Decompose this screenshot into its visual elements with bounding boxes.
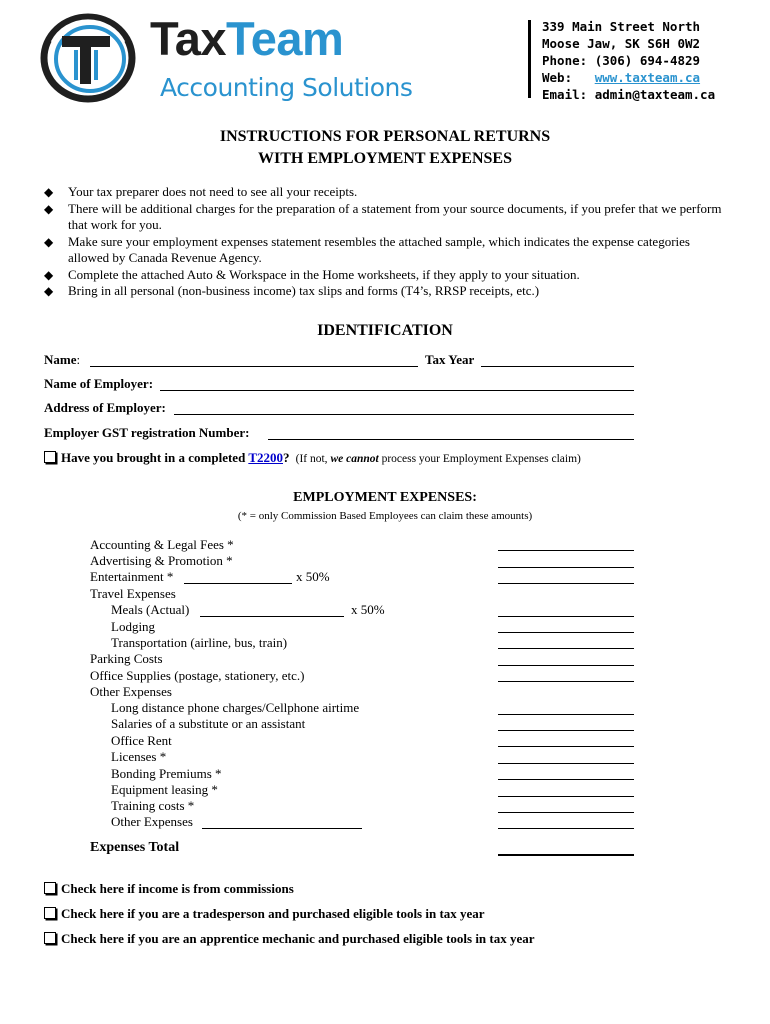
brand-tagline: Accounting Solutions <box>160 73 413 102</box>
diamond-bullet-icon: ◆ <box>44 201 54 216</box>
diamond-bullet-icon: ◆ <box>44 234 54 249</box>
expense-amount-meals[interactable] <box>498 616 634 617</box>
expense-label-lodging: Lodging <box>111 619 156 634</box>
expense-amount-advertising[interactable] <box>498 567 634 568</box>
expense-label-licenses: Licenses * <box>111 749 167 764</box>
expense-amount-training[interactable] <box>498 812 634 813</box>
commission-checkbox-row: Check here if income is from commissions <box>44 880 294 898</box>
taxteam-logo <box>38 12 138 104</box>
expense-amount-bonding[interactable] <box>498 779 634 780</box>
expenses-total-label: Expenses Total <box>90 840 180 855</box>
entertainment-input[interactable] <box>184 583 292 584</box>
web-link[interactable]: www.taxteam.ca <box>594 70 701 85</box>
employer-address-field[interactable] <box>174 414 634 415</box>
expense-label-other-expenses: Other Expenses <box>111 814 193 829</box>
tax-year-field[interactable] <box>481 366 634 367</box>
expenses-total-field[interactable] <box>498 854 634 856</box>
instruction-item: ◆ Your tax preparer does not need to see all your receipts. <box>44 184 358 199</box>
expense-label-travel: Travel Expenses <box>90 586 176 601</box>
commission-checkbox[interactable] <box>44 882 56 894</box>
email-link[interactable]: admin@taxteam.ca <box>594 87 716 102</box>
gst-number-label: Employer GST registration Number: <box>44 425 250 440</box>
phone-row: Phone: (306) 694-4829 <box>542 53 701 68</box>
expense-amount-accounting[interactable] <box>498 550 634 551</box>
expense-label-advertising: Advertising & Promotion * <box>90 553 233 568</box>
instruction-item: ◆ There will be additional charges for the preparation of a statement from your source documents, if you prefer that we perform that work for you. <box>44 200 722 232</box>
expense-label-phone: Long distance phone charges/Cellphone airtime <box>111 700 360 715</box>
expense-label-meals: Meals (Actual) <box>111 602 190 617</box>
expense-label-office-supplies: Office Supplies (postage, stationery, etc.) <box>90 668 305 683</box>
header-divider <box>528 20 531 98</box>
tradesperson-checkbox[interactable] <box>44 907 56 919</box>
expense-amount-licenses[interactable] <box>498 763 634 764</box>
name-field[interactable] <box>90 366 418 367</box>
expense-amount-parking[interactable] <box>498 665 634 666</box>
commission-note: (* = only Commission Based Employees can claim these amounts) <box>237 510 533 522</box>
meals-input[interactable] <box>200 616 344 617</box>
expense-amount-salaries[interactable] <box>498 730 634 731</box>
email-row: Email: admin@taxteam.ca <box>542 87 716 102</box>
expense-label-parking: Parking Costs <box>90 651 163 666</box>
expense-amount-office-rent[interactable] <box>498 746 634 747</box>
diamond-bullet-icon: ◆ <box>44 267 54 282</box>
other-expenses-input[interactable] <box>202 828 362 829</box>
t2200-checkbox[interactable] <box>44 451 56 463</box>
address-line-1: 339 Main Street North <box>542 19 701 34</box>
address-line-2: Moose Jaw, SK S6H 0W2 <box>542 36 701 51</box>
t2200-question: Have you brought in a completed T2200? (If not, we cannot process your Employment Expenses claim) <box>44 449 581 468</box>
instruction-item: ◆ Complete the attached Auto & Workspace in the Home worksheets, if they apply to your situation. <box>44 266 580 282</box>
expense-amount-entertainment[interactable] <box>498 583 634 584</box>
expense-label-equipment: Equipment leasing * <box>111 782 218 797</box>
meals-percent: x 50% <box>351 602 385 617</box>
expense-label-accounting: Accounting & Legal Fees * <box>90 537 234 552</box>
expense-amount-other-expenses[interactable] <box>498 828 634 829</box>
diamond-bullet-icon: ◆ <box>44 185 54 199</box>
tradesperson-checkbox-row: Check here if you are a tradesperson and purchased eligible tools in tax year <box>44 905 485 923</box>
expense-label-other: Other Expenses <box>90 684 172 699</box>
instruction-list <box>44 184 734 300</box>
employment-expenses-heading: EMPLOYMENT EXPENSES: <box>293 490 477 505</box>
apprentice-checkbox-row: Check here if you are an apprentice mechanic and purchased eligible tools in tax year <box>44 930 535 948</box>
t2200-link[interactable]: T2200 <box>248 450 283 465</box>
instruction-item: ◆ Make sure your employment expenses statement resembles the attached sample, which indicates the expense categories allowed by Canada Revenue Agency. <box>44 233 690 265</box>
instruction-item: ◆ Bring in all personal (non-business income) tax slips and forms (T4’s, RRSP receipts, etc.) <box>44 283 540 298</box>
identification-heading: IDENTIFICATION <box>317 322 453 339</box>
t2200-note: (If not, we cannot process your Employment Expenses claim) <box>295 453 581 465</box>
expense-amount-equipment[interactable] <box>498 796 634 797</box>
gst-number-field[interactable] <box>268 439 634 440</box>
document-title-line-2: WITH EMPLOYMENT EXPENSES <box>258 150 512 167</box>
employer-name-field[interactable] <box>160 390 634 391</box>
expense-amount-transportation[interactable] <box>498 648 634 649</box>
contact-block <box>542 18 715 103</box>
expense-label-training: Training costs * <box>111 798 195 813</box>
expense-amount-office-supplies[interactable] <box>498 681 634 682</box>
expense-amount-lodging[interactable] <box>498 632 634 633</box>
tax-year-label: Tax Year <box>425 352 475 367</box>
expense-label-office-rent: Office Rent <box>111 733 172 748</box>
expense-amount-phone[interactable] <box>498 714 634 715</box>
apprentice-checkbox[interactable] <box>44 932 56 944</box>
expense-label-transportation: Transportation (airline, bus, train) <box>111 635 288 650</box>
employer-address-label: Address of Employer: <box>44 400 166 415</box>
expense-label-bonding: Bonding Premiums * <box>111 766 222 781</box>
expense-label-salaries: Salaries of a substitute or an assistant <box>111 716 306 731</box>
brand-name: TaxTeam <box>150 12 344 65</box>
expense-label-entertainment: Entertainment * <box>90 569 174 584</box>
document-title-line-1: INSTRUCTIONS FOR PERSONAL RETURNS <box>219 128 551 145</box>
name-label: Name: <box>44 352 81 367</box>
employer-name-label: Name of Employer: <box>44 376 154 391</box>
entertainment-percent: x 50% <box>296 569 330 584</box>
web-row: Web: www.taxteam.ca <box>542 70 701 85</box>
diamond-bullet-icon: ◆ <box>44 284 54 298</box>
